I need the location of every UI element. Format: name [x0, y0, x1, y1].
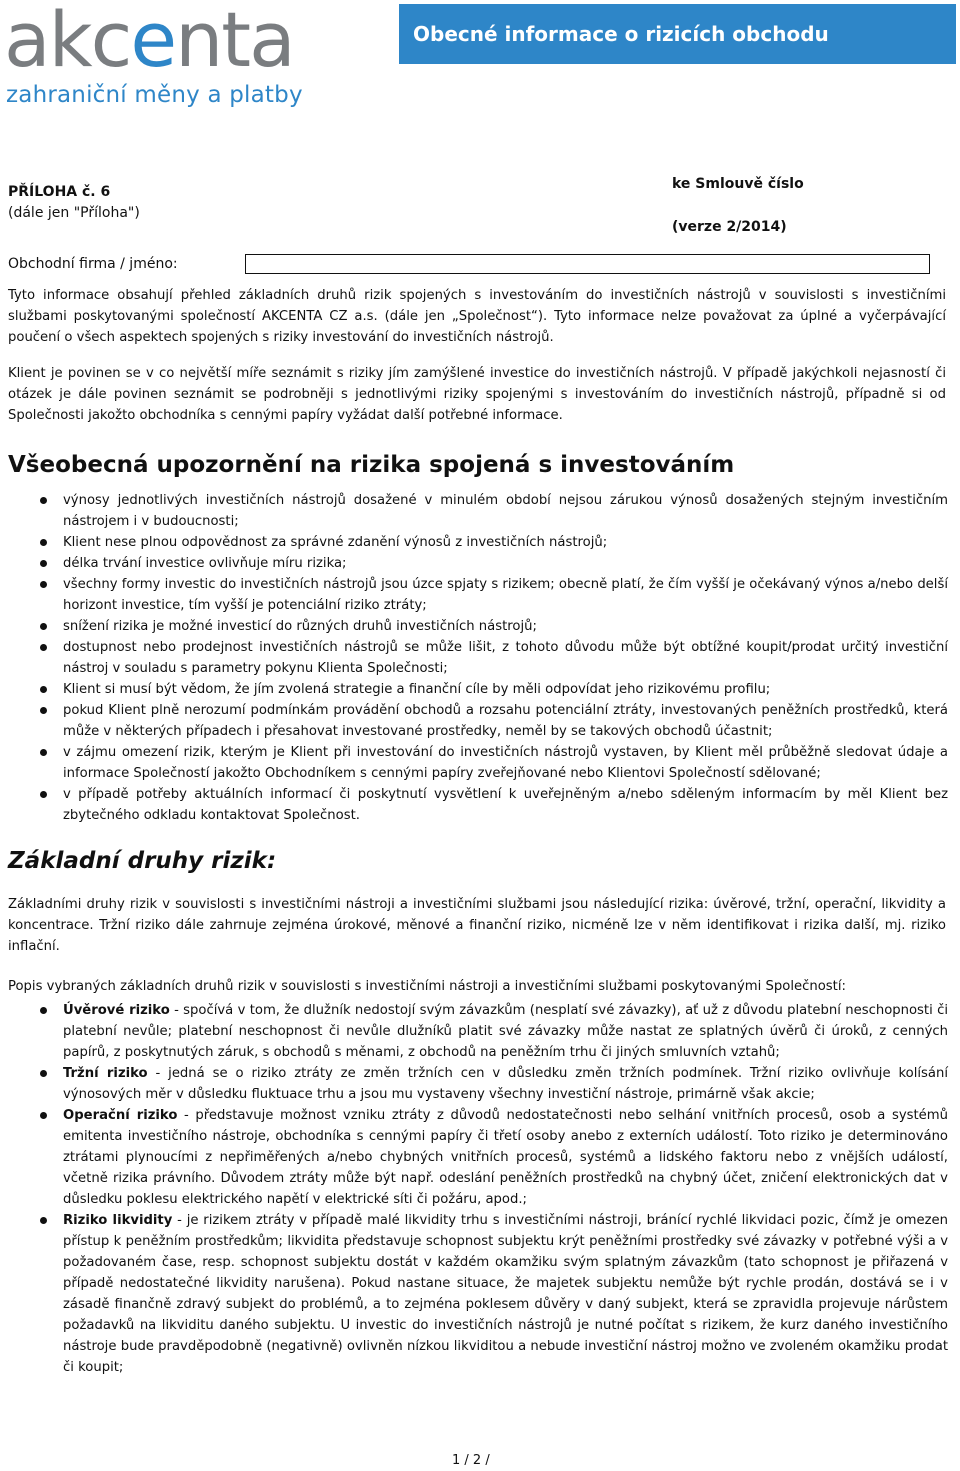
logo-tagline: zahraniční měny a platby [6, 82, 303, 108]
bullet-icon [40, 707, 47, 714]
bullet-icon [40, 497, 47, 504]
list-item [8, 1210, 948, 1378]
list-item [8, 553, 948, 574]
list-item [8, 532, 948, 553]
list-item-text: v případě potřeby aktuálních informací či poskytnutí vysvětlení k uveřejněným a/nebo sděleným informacím by měl Klient bez zbytečného odkladu kontaktovat Společnost. [63, 787, 948, 823]
page-number: 1 / 2 / [452, 1453, 490, 1468]
list-item-text: všechny formy investic do investičních nástrojů jsou úzce spjaty s rizikem; obecně platí, že čím vyšší je očekávaný výnos a/nebo delší horizont investice, tím vyšší je potenciální riziko ztráty; [63, 577, 948, 613]
risk-types-list [8, 1000, 948, 1378]
bullet-icon [40, 1070, 47, 1077]
intro-paragraph-2: Klient je povinen se v co největší míře seznámit s riziky jím zamýšlené investice do investičních nástrojů. V případě jakýchkoli nejasností či otázek je dále povinen seznámit se podrobněji s jednotlivými riziky spojenými s investováním do investičních nástrojů, případně si od Společnosti jakožto obchodníka s cennými papíry vyžádat další potřebné informace. [8, 366, 946, 423]
annex-note: (dále jen "Příloha") [8, 205, 140, 221]
list-item [8, 1000, 948, 1063]
annex-label: PŘÍLOHA č. 6 (dále jen "Příloha") [8, 182, 140, 224]
firm-name-field[interactable] [245, 254, 930, 274]
list-item [8, 574, 948, 616]
list-item-text: snížení rizika je možné investicí do různých druhů investičních nástrojů; [63, 619, 537, 634]
bullet-icon [40, 791, 47, 798]
list-item [8, 742, 948, 784]
risk-description: - jedná se o riziko ztráty ze změn tržních cen v důsledku změn tržních podmínek. Tržní riziko ovlivňuje kolísání výnosových měr v důsledku fluktuace trhu a jsou mu vystaveny všechny investiční nástroje, primárně však akcie; [63, 1066, 948, 1102]
list-item-text: délka trvání investice ovlivňuje míru rizika; [63, 556, 347, 571]
risk-description: - spočívá v tom, že dlužník nedostojí svým závazkům (nesplatí své závazky), ať už z důvodu platební neschopnosti či platební nevůle; platební neschopnost či nevůle dlužníků platit své závazky může nastat ze splatných úvěrů či úroků, z cenných papírů, z poskytnutých záruk, s obchodů s měnami, z obchodů na peněžním trhu či jiných smluvních vztahů; [63, 1003, 948, 1060]
list-item-text: Klient nese plnou odpovědnost za správné zdanění výnosů z investičních nástrojů; [63, 535, 608, 550]
list-item-text: Klient si musí být vědom, že jím zvolená strategie a finanční cíle by měli odpovídat jeho rizikovému profilu; [63, 682, 771, 697]
list-item [8, 616, 948, 637]
risk-description: - je rizikem ztráty v případě malé likvidity trhu s investičními nástroji, bránící rychlé likvidaci pozic, čímž je omezen přístup k peněžním prostředkům; likvidita představuje schopnost subjektu krýt peněžními prostředky své závazky v potřebné výši a v požadovaném čase, resp. schopnost subjektu dostát v každém okamžiku svým splatným závazkům (tato schopnost je přiřazená v případě nedostatečné likvidity narušena). Pokud nastane situace, že majetek subjektu nemůže být rychle prodán, dostává se i v zásadě finančně zdravý subjekt do problémů, a to zejména poklesem důvěry v daný subjekt, která se zpravidla projevuje nárůstem požadavků na likviditu daného subjektu. U investic do investičních nástrojů je nutné počítat s rizikem, že kurz daného investičního nástroje bude pravděpodobně (negativně) ovlivněn nízkou likviditou a nebude investiční nástroj možno ve zvoleném okamžiku prodat či koupit; [63, 1213, 948, 1375]
bullet-icon [40, 1112, 47, 1119]
risk-term: Úvěrové riziko [63, 1003, 170, 1018]
list-item [8, 700, 948, 742]
logo-wordmark: akcenta [4, 0, 294, 84]
akcenta-logo [4, 2, 334, 112]
list-item [8, 784, 948, 826]
basic-risks-paragraph-1: Základními druhy rizik v souvislosti s investičními nástroji a investičními službami jsou následující rizika: úvěrové, tržní, operační, likvidity a koncentrace. Tržní riziko dále zahrnuje zejména úrokové, měnové a finanční riziko, nicméně lze v něm identifikovat i rizika další, mj. riziko inflační. [8, 897, 946, 954]
basic-risks-paragraph-2: Popis vybraných základních druhů rizik v souvislosti s investičními nástroji a investičními službami poskytovanými Společností: [8, 979, 846, 994]
bullet-icon [40, 1007, 47, 1014]
document-version: (verze 2/2014) [672, 219, 787, 235]
list-item [8, 679, 948, 700]
list-item [8, 1063, 948, 1105]
bullet-icon [40, 686, 47, 693]
risk-term: Riziko likvidity [63, 1213, 173, 1228]
list-item-text: dostupnost nebo prodejnost investičních nástrojů se může lišit, z tohoto důvodu může být obtížné koupit/prodat určitý investiční nástroj v souladu s parametry pokynu Klienta Společnosti; [63, 640, 948, 676]
list-item-text: výnosy jednotlivých investičních nástrojů dosažené v minulém období nejsou zárukou výnosů dosažených stejným investičním nástrojem i v budoucnosti; [63, 493, 948, 529]
basic-risks-heading: Základní druhy rizik: [8, 848, 277, 874]
bullet-icon [40, 581, 47, 588]
bullet-icon [40, 749, 47, 756]
general-warnings-heading: Všeobecná upozornění na rizika spojená s investováním [8, 452, 735, 478]
risk-term: Tržní riziko [63, 1066, 148, 1081]
bullet-icon [40, 1217, 47, 1224]
document-title: Obecné informace o rizicích obchodu [399, 4, 956, 64]
risk-term: Operační riziko [63, 1108, 178, 1123]
contract-number-label: ke Smlouvě číslo [672, 176, 804, 192]
list-item-text: pokud Klient plně nerozumí podmínkám provádění obchodů a rozsahu potenciální ztráty, investovaných peněžních prostředků, která může v některých případech i přesahovat investované prostředky, neměl by se takových obchodů účastnit; [63, 703, 948, 739]
bullet-icon [40, 644, 47, 651]
firm-name-label: Obchodní firma / jméno: [8, 256, 178, 272]
bullet-icon [40, 623, 47, 630]
risk-description: - představuje možnost vzniku ztráty z důvodů nedostatečnosti nebo selhání vnitřních procesů, osob a systémů emitenta investičního nástroje, obchodníka s cennými papíry či třetí osoby anebo z externích událostí. Toto riziko je determinováno ztrátami plynoucími z nepřiměřených a/nebo chybných vnitřních procesů, systémů a lidského faktoru nebo z vnějších událostí, včetně rizika právního. Důvodem ztráty může být např. odeslání peněžních prostředků na chybný účet, zničení elektronických dat v důsledku poklesu elektrického napětí v elektrické síti či požáru, apod.; [63, 1108, 948, 1207]
list-item [8, 1105, 948, 1210]
bullet-icon [40, 539, 47, 546]
bullet-icon [40, 560, 47, 567]
general-warnings-list [8, 490, 948, 826]
intro-paragraph-1: Tyto informace obsahují přehled základních druhů rizik spojených s investováním do investičních nástrojů v souvislosti s investičními službami poskytovanými společností AKCENTA CZ a.s. (dále jen „Společnost“). Tyto informace nelze považovat za úplné a vyčerpávající poučení o všech aspektech spojených s riziky investování do investičních nástrojů. [8, 288, 946, 345]
list-item-text: v zájmu omezení rizik, kterým je Klient při investování do investičních nástrojů vystaven, by Klient měl průběžně sledovat údaje a informace Společností jakožto Obchodníkem s cennými papíry zveřejňované nebo Klientovi Společností sdělované; [63, 745, 948, 781]
list-item [8, 490, 948, 532]
list-item [8, 637, 948, 679]
